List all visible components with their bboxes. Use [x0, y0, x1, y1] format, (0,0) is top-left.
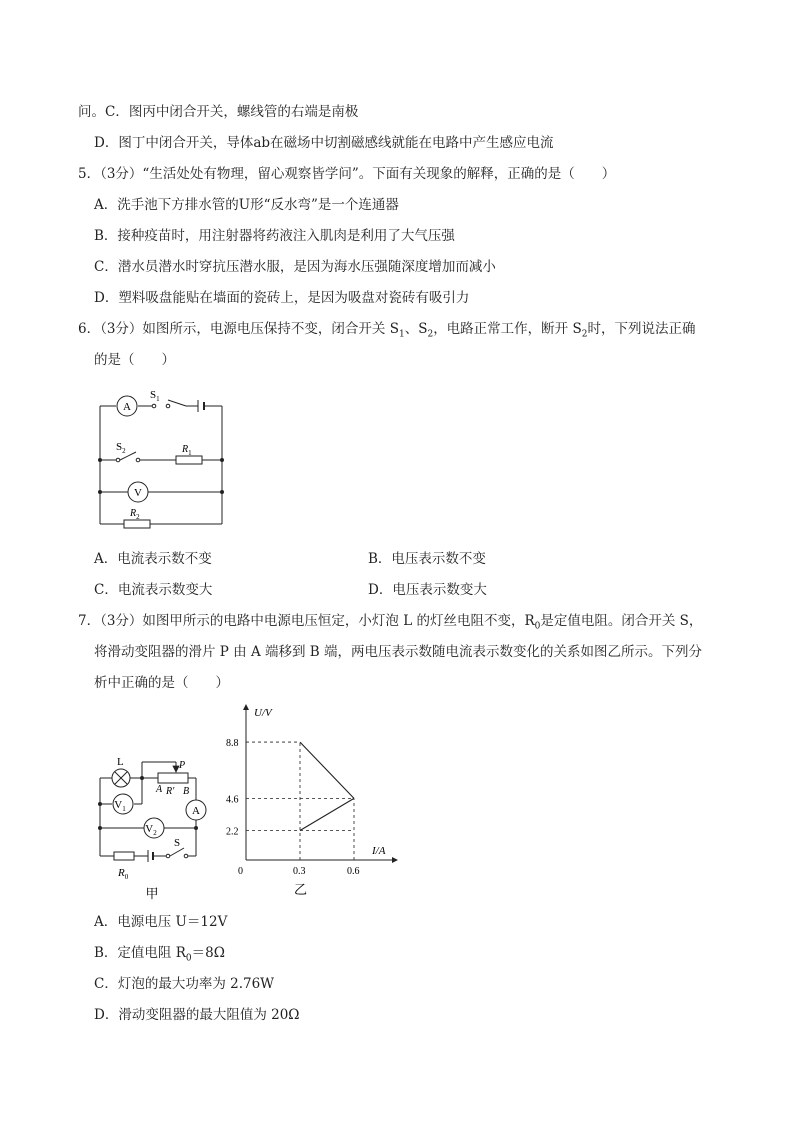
- series-line-1: [300, 742, 354, 798]
- question-7-cont2: 析中正确的是（ ）: [94, 675, 229, 691]
- y-tick-label: 2.2: [226, 826, 239, 838]
- q5-option-b: B．接种疫苗时，用注射器将药液注入肌肉是利用了大气压强: [94, 228, 455, 244]
- graph-q7-yi: [224, 702, 404, 902]
- label-a-end: A: [156, 784, 163, 795]
- label-r-prime: R′: [166, 786, 175, 797]
- label-r1: $R_1$: [182, 444, 192, 457]
- question-6: 6．（3分）如图所示，电源电压保持不变，闭合开关 $S_1$、$S_2$，电路正常工作，断开 $S_2$时，下列说法正确: [78, 321, 696, 340]
- svg-text:V1: $V_1$: [114, 799, 126, 813]
- circuit-diagram-q7-jia: [90, 752, 220, 902]
- question-7-cont1: 将滑动变阻器的滑片 P 由 A 端移到 B 端，两电压表示数随电流表示数变化的关系如图乙所示。下列分: [94, 644, 702, 660]
- q6-option-a: A．电流表示数不变: [94, 551, 212, 567]
- voltmeter: [128, 482, 148, 502]
- caption-yi: 乙: [294, 882, 308, 897]
- x-tick-label: 0.3: [293, 866, 306, 877]
- q5-option-d: D．塑料吸盘能贴在墙面的瓷砖上，是因为吸盘对瓷砖有吸引力: [94, 290, 470, 306]
- x-axis-label: I/A: [372, 845, 386, 857]
- q7-option-b: B．定值电阻 $R_0=8\Omega$: [94, 945, 225, 964]
- x-axis-arrow: [392, 857, 398, 863]
- svg-text:V2: $V_2$: [145, 823, 157, 837]
- label-s1: $S_1$: [150, 389, 160, 403]
- label-s2: $S_2$: [116, 441, 126, 455]
- label-b-end: B: [183, 786, 190, 797]
- q6-option-b: B．电压表示数不变: [368, 551, 486, 567]
- series-line-2: [300, 798, 354, 830]
- line-q4d: D．图丁中闭合开关，导体ab在磁场中切割磁感线就能在电路中产生感应电流: [94, 135, 554, 151]
- label-r2: $R_2$: [130, 508, 140, 521]
- label-lamp: L: [117, 756, 124, 768]
- voltmeter-v2: [144, 818, 164, 838]
- q6-option-c: C．电流表示数变大: [94, 582, 213, 598]
- lamp-icon: [112, 769, 130, 787]
- svg-text:A: A: [192, 805, 200, 817]
- q7-option-a: A．电源电压 U＝12V: [94, 914, 228, 930]
- y-tick-label: 8.8: [226, 738, 239, 750]
- ammeter: [117, 396, 137, 416]
- svg-text:V: V: [134, 487, 142, 499]
- caption-jia: 甲: [145, 886, 159, 901]
- question-7: 7．（3分）如图甲所示的电路中电源电压恒定，小灯泡 L 的灯丝电阻不变，$R_0$是定值电阻。闭合开关 S，: [78, 613, 703, 632]
- y-tick-label: 4.6: [226, 794, 239, 806]
- q5-option-c: C．潜水员潜水时穿抗压潜水服，是因为海水压强随深度增加而减小: [94, 259, 496, 275]
- q6-option-d: D．电压表示数变大: [368, 582, 487, 598]
- label-r0: $R_0$: [118, 867, 129, 881]
- origin-label: 0: [238, 866, 243, 877]
- label-p: P: [179, 760, 186, 771]
- circuit-diagram-q6: [90, 384, 240, 534]
- x-tick-label: 0.6: [347, 866, 360, 877]
- q5-option-a: A．洗手池下方排水管的U形“反水弯”是一个连通器: [94, 197, 399, 213]
- voltmeter-v1: [113, 794, 133, 814]
- question-5: 5．（3分）“生活处处有物理，留心观察皆学问”。下面有关现象的解释，正确的是（ ）: [78, 166, 616, 182]
- ammeter: [186, 800, 206, 820]
- y-axis-label: U/V: [254, 707, 272, 719]
- question-6-cont: 的是（ ）: [94, 352, 175, 368]
- label-switch: S: [174, 837, 181, 849]
- line-q4c: 问。C．图丙中闭合开关，螺线管的右端是南极: [78, 104, 359, 120]
- y-axis-arrow: [243, 704, 249, 710]
- q7-option-d: D．滑动变阻器的最大阻值为 20Ω: [94, 1007, 300, 1023]
- svg-text:A: A: [123, 401, 131, 413]
- q7-option-c: C．灯泡的最大功率为 2.76W: [94, 976, 275, 992]
